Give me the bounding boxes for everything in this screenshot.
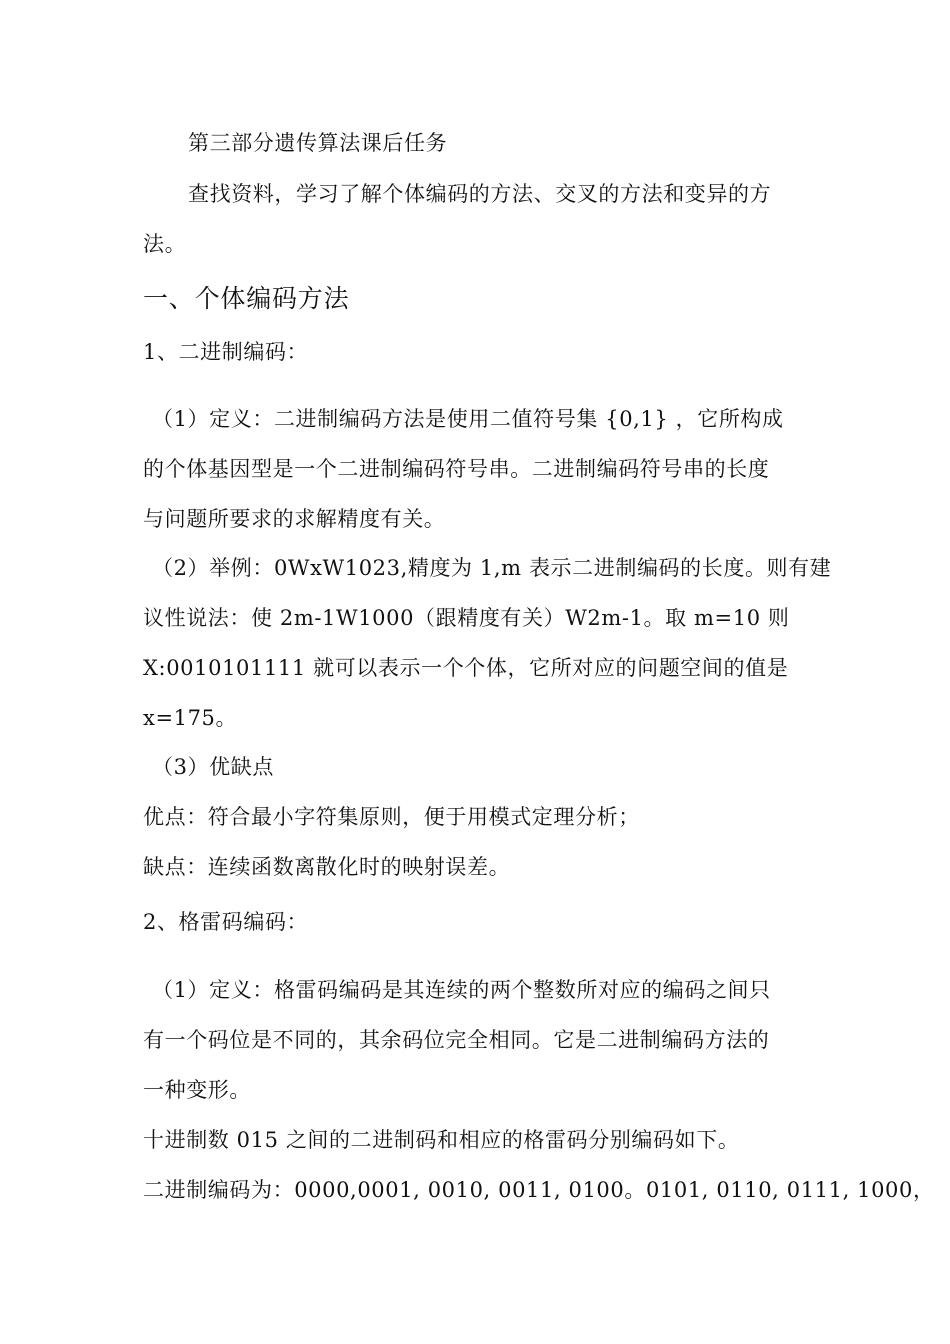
binary-example-line-2: 议性说法：使 2m-1W1000（跟精度有关）W2m-1。取 m=10 则	[143, 606, 790, 630]
binary-definition-line-3: 与问题所要求的求解精度有关。	[143, 507, 446, 531]
subsection-heading-binary: 1、二进制编码：	[143, 340, 309, 364]
gray-definition-line-1: （1）定义：格雷码编码是其连续的两个整数所对应的编码之间只	[152, 978, 771, 1002]
pros-text: 优点：符合最小字符集原则，便于用模式定理分析；	[143, 805, 640, 829]
gray-definition-line-3: 一种变形。	[143, 1078, 251, 1102]
intro-line-1: 查找资料，学习了解个体编码的方法、交叉的方法和变异的方	[188, 182, 772, 206]
document-title: 第三部分遗传算法课后任务	[188, 131, 448, 155]
section-heading: 一、个体编码方法	[143, 284, 350, 313]
binary-example-line-3: X:0010101111 就可以表示一个个体，它所对应的问题空间的值是	[143, 656, 789, 680]
binary-definition-line-1: （1）定义：二进制编码方法是使用二值符号集 {0,1} ，它所构成	[152, 407, 784, 431]
subsection-heading-gray: 2、格雷码编码：	[143, 910, 309, 934]
binary-code-list: 二进制编码为：0000,0001, 0010, 0011, 0100。0101, 0110, 0111, 1000，	[143, 1178, 935, 1202]
binary-example-line-1: （2）举例：0WxW1023,精度为 1,m 表示二进制编码的长度。则有建	[152, 556, 832, 580]
gray-definition-line-2: 有一个码位是不同的，其余码位完全相同。它是二进制编码方法的	[143, 1028, 770, 1052]
binary-definition-line-2: 的个体基因型是一个二进制编码符号串。二进制编码符号串的长度	[143, 457, 770, 481]
binary-example-line-4: x=175。	[143, 706, 238, 730]
pros-cons-heading: （3）优缺点	[152, 755, 274, 779]
intro-line-2: 法。	[143, 232, 187, 256]
gray-intro-text: 十进制数 015 之间的二进制码和相应的格雷码分别编码如下。	[143, 1128, 740, 1152]
cons-text: 缺点：连续函数离散化时的映射误差。	[143, 855, 511, 879]
